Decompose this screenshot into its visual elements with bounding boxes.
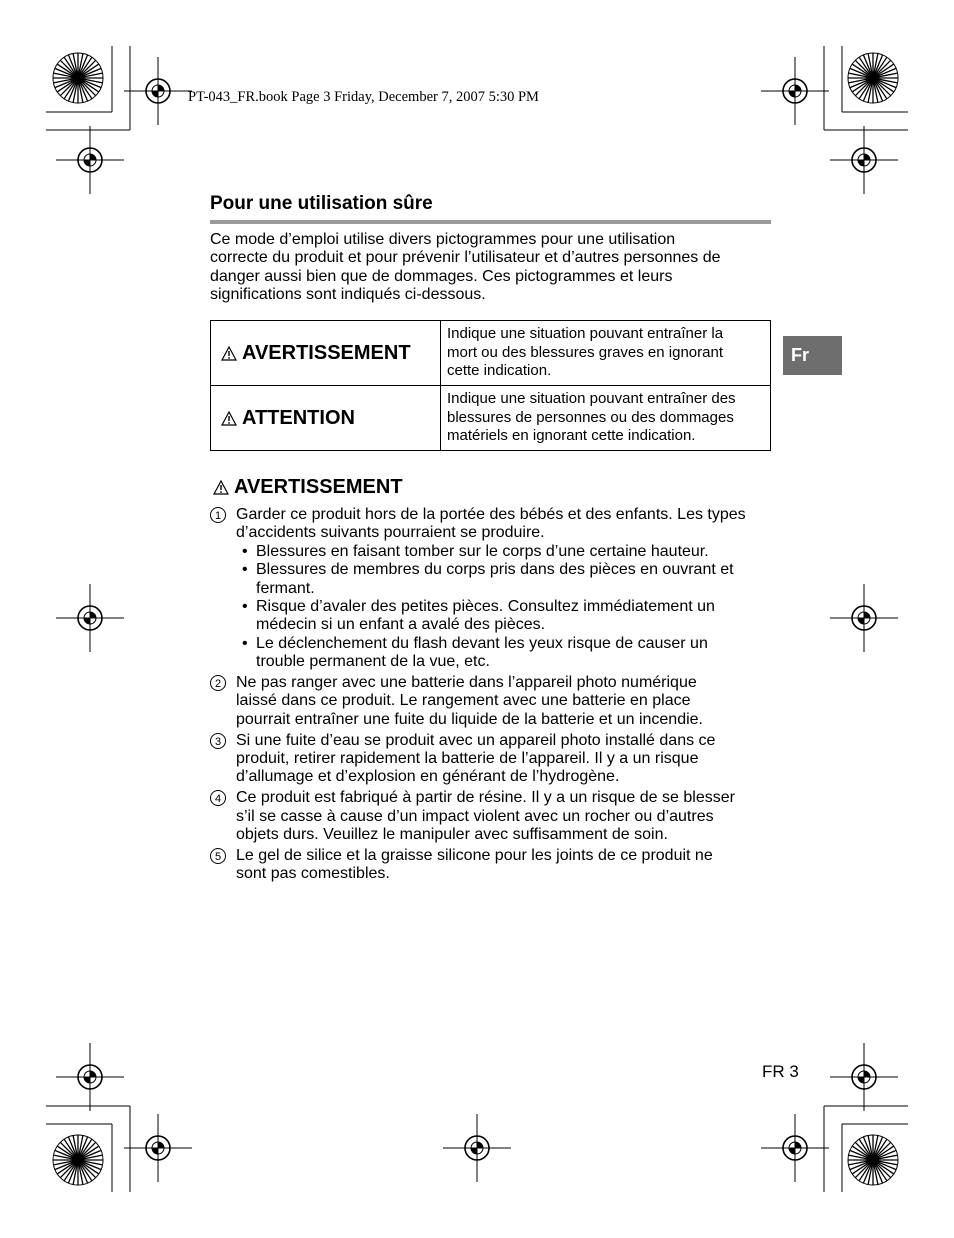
page-number: FR 3	[762, 1062, 799, 1081]
item-line: produit, retirer rapidement la batterie de l’appareil. Il y a un risque	[236, 750, 699, 768]
legend-term-text: AVERTISSEMENT	[242, 341, 411, 364]
registration-mark-icon	[56, 126, 124, 194]
bullet-line: Blessures en faisant tomber sur le corps d’une certaine hauteur.	[256, 542, 709, 560]
definition-line: Indique une situation pouvant entraîner la	[447, 325, 724, 343]
legend-row	[211, 321, 771, 386]
item-line: Ce produit est fabriqué à partir de résine. Il y a un risque de se blesser	[236, 789, 735, 807]
bullet-line: Blessures de membres du corps pris dans des pièces en ouvrant et	[256, 561, 734, 579]
registration-mark-icon	[124, 57, 192, 125]
definition-line: matériels en ignorant cette indication.	[447, 427, 696, 445]
intro-line: danger aussi bien que de dommages. Ces pictogrammes et leurs	[210, 267, 673, 285]
intro-line: significations sont indiqués ci-dessous.	[210, 286, 486, 304]
registration-mark-icon	[443, 1114, 511, 1182]
legend-definition	[441, 321, 771, 386]
item-line: Le gel de silice et la graisse silicone pour les joints de ce produit ne	[236, 846, 713, 864]
registration-mark-icon	[761, 1114, 829, 1182]
registration-mark-icon	[56, 1043, 124, 1111]
starburst-icon	[848, 53, 898, 103]
intro-paragraph	[210, 231, 775, 305]
legend-definition	[441, 386, 771, 451]
bullet-line: médecin si un enfant a avalé des pièces.	[256, 616, 546, 634]
warning-triangle-icon	[221, 346, 237, 361]
title-underline	[210, 220, 771, 224]
bullet-line: Le déclenchement du flash devant les yeux risque de causer un	[256, 634, 708, 652]
registration-mark-icon	[830, 584, 898, 652]
item-line: objets durs. Veuillez le manipuler avec suffisamment de soin.	[236, 826, 668, 844]
print-header: PT-043_FR.book Page 3 Friday, December 7, 2007 5:30 PM	[188, 89, 539, 105]
registration-mark-icon	[124, 1114, 192, 1182]
warning-heading-text: AVERTISSEMENT	[234, 476, 403, 498]
item-line: pourrait entraîner une fuite du liquide de la batterie et un incendie.	[236, 710, 703, 728]
item-line: d’allumage et d’explosion en générant de l’hydrogène.	[236, 768, 620, 786]
warning-triangle-icon	[221, 411, 237, 426]
definition-line: Indique une situation pouvant entraîner des	[447, 390, 736, 408]
list-item	[210, 674, 780, 729]
circled-number: 2	[210, 675, 226, 691]
bullet-line: Risque d’avaler des petites pièces. Consultez immédiatement un	[256, 598, 715, 616]
item-line: Si une fuite d’eau se produit avec un appareil photo installé dans ce	[236, 731, 716, 749]
intro-line: Ce mode d’emploi utilise divers pictogrammes pour une utilisation	[210, 231, 676, 248]
circled-number: 1	[210, 507, 226, 523]
list-item	[210, 847, 780, 884]
bullet-item	[236, 598, 780, 635]
legend-term	[211, 321, 441, 386]
bullet-item	[236, 561, 780, 598]
list-item	[210, 789, 780, 844]
bullet-glyph: •	[242, 634, 248, 652]
definition-line: mort ou des blessures graves en ignorant	[447, 343, 723, 361]
registration-mark-icon	[830, 1043, 898, 1111]
bullet-glyph: •	[242, 561, 248, 579]
language-tab: Fr	[783, 336, 842, 375]
item-line: Garder ce produit hors de la portée des bébés et des enfants. Les types	[236, 506, 746, 523]
starburst-icon	[53, 53, 103, 103]
registration-mark-icon	[830, 126, 898, 194]
list-item	[210, 506, 780, 672]
item-line: Ne pas ranger avec une batterie dans l’appareil photo numérique	[236, 674, 697, 692]
pictogram-legend-table	[210, 320, 771, 451]
registration-mark-icon	[56, 584, 124, 652]
item-line: sont pas comestibles.	[236, 865, 390, 883]
warning-heading	[213, 476, 403, 499]
legend-term-text: ATTENTION	[242, 406, 355, 429]
bullet-line: trouble permanent de la vue, etc.	[256, 653, 490, 671]
registration-mark-icon	[761, 57, 829, 125]
bullet-item	[236, 543, 780, 561]
warning-list	[210, 506, 780, 886]
circled-number: 3	[210, 733, 226, 749]
warning-triangle-icon	[213, 480, 229, 495]
bullet-glyph: •	[242, 542, 248, 560]
circled-number: 5	[210, 848, 226, 864]
definition-line: blessures de personnes ou des dommages	[447, 408, 734, 426]
list-item	[210, 732, 780, 787]
legend-term	[211, 386, 441, 451]
item-line: d’accidents suivants pourraient se produire.	[236, 524, 545, 542]
bullet-glyph: •	[242, 598, 248, 616]
starburst-icon	[53, 1135, 103, 1185]
bullet-line: fermant.	[256, 579, 315, 597]
bullet-item	[236, 635, 780, 672]
intro-line: correcte du produit et pour prévenir l’utilisateur et d’autres personnes de	[210, 249, 721, 267]
circled-number: 4	[210, 790, 226, 806]
legend-row	[211, 386, 771, 451]
section-title: Pour une utilisation sûre	[210, 193, 433, 214]
definition-line: cette indication.	[447, 362, 552, 380]
item-line: laissé dans ce produit. Le rangement avec une batterie en place	[236, 692, 691, 710]
starburst-icon	[848, 1135, 898, 1185]
item-line: s’il se casse à cause d’un impact violent avec un rocher ou d’autres	[236, 807, 714, 825]
